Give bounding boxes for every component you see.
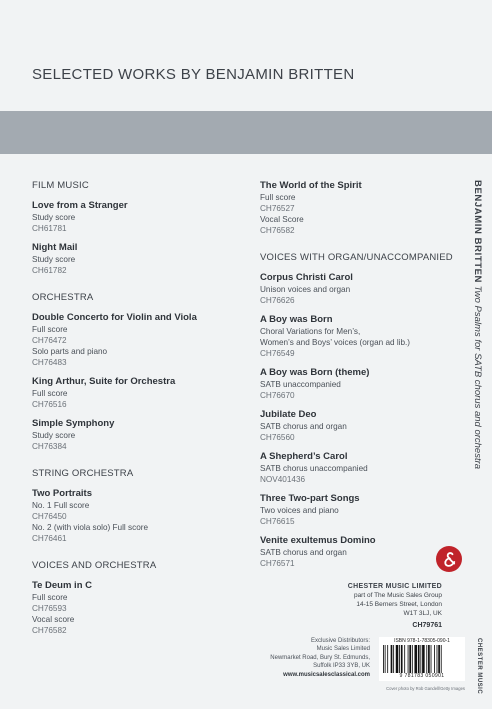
work-entry (260, 272, 475, 306)
edition-description: SATB chorus and organ (260, 548, 347, 557)
edition-description: Full score (32, 593, 68, 602)
barcode-bar (438, 645, 440, 673)
catalogue-code: CH76626 (260, 296, 295, 305)
catalogue-code: CH76582 (260, 226, 295, 235)
catalogue-code: CH76549 (260, 349, 295, 358)
work-title: Corpus Christi Carol (260, 272, 353, 283)
work-entry (32, 312, 242, 368)
page-title: SELECTED WORKS BY BENJAMIN BRITTEN (32, 66, 355, 83)
work-title: A Shepherd’s Carol (260, 451, 348, 462)
edition-description: Solo parts and piano (32, 347, 108, 356)
catalogue-code: CH76527 (260, 204, 295, 213)
edition-description: Choral Variations for Men’s, (260, 327, 361, 336)
work-title: Three Two-part Songs (260, 493, 360, 504)
isbn-label: ISBN 978-1-78305-090-1 (394, 638, 450, 644)
section-heading: STRING ORCHESTRA (32, 468, 134, 479)
publisher-group: part of The Music Sales Group (353, 592, 442, 599)
work-title: Two Portraits (32, 488, 92, 499)
header-band (0, 111, 492, 154)
section-heading: VOICES WITH ORGAN/UNACCOMPANIED (260, 252, 453, 263)
edition-description: No. 2 (with viola solo) Full score (32, 523, 149, 532)
edition-description: No. 1 Full score (32, 501, 90, 510)
barcode-bar (437, 645, 438, 673)
barcode (379, 637, 465, 681)
catalogue-code: CH76516 (32, 400, 67, 409)
distributor-street: Newmarket Road, Bury St. Edmunds, (270, 654, 370, 661)
edition-description: Women’s and Boys’ voices (organ ad lib.) (260, 338, 411, 347)
work-entry (32, 200, 242, 234)
catalogue-code: CH76670 (260, 391, 295, 400)
catalogue-code: CH76593 (32, 604, 67, 613)
barcode-bar (387, 645, 388, 673)
barcode-bar (431, 645, 432, 673)
right-column (260, 180, 475, 577)
barcode-bar (422, 645, 425, 673)
work-entry (260, 180, 475, 236)
section-gap (260, 244, 475, 252)
edition-description: SATB chorus and organ (260, 422, 347, 431)
work-title: The World of the Spirit (260, 180, 362, 191)
edition-description: Full score (32, 389, 68, 398)
catalogue-code: CH61782 (32, 266, 67, 275)
work-entry (260, 367, 475, 401)
edition-description: Vocal Score (260, 215, 304, 224)
edition-description: Full score (32, 325, 68, 334)
barcode-bar (409, 645, 411, 673)
section-gap (32, 460, 242, 468)
work-entry (32, 418, 242, 452)
work-entry (32, 242, 242, 276)
work-title: Night Mail (32, 242, 78, 253)
barcode-bar (399, 645, 400, 673)
publisher-postcode: W1T 3LJ, UK (403, 610, 442, 617)
edition-description: Study score (32, 431, 76, 440)
edition-description: Vocal score (32, 615, 75, 624)
edition-description: SATB chorus unaccompanied (260, 464, 368, 473)
catalogue-code: CH76483 (32, 358, 67, 367)
work-title: Double Concerto for Violin and Viola (32, 312, 197, 323)
work-entry (260, 493, 475, 527)
work-title: Venite exultemus Domino (260, 535, 376, 546)
barcode-bar (401, 645, 403, 673)
catalogue-code: CH76461 (32, 534, 67, 543)
section-heading: FILM MUSIC (32, 180, 89, 191)
distributor-label: Exclusive Distributors: (310, 638, 370, 644)
work-title: Jubilate Deo (260, 409, 317, 420)
publisher-street: 14-15 Berners Street, London (356, 601, 442, 608)
section-gap (32, 552, 242, 560)
catalogue-code: CH76571 (260, 559, 295, 568)
barcode-bar (418, 645, 420, 673)
work-entry (260, 409, 475, 443)
work-title: A Boy was Born (260, 314, 333, 325)
catalogue-code: CH76384 (32, 442, 67, 451)
section-heading: VOICES AND ORCHESTRA (32, 560, 157, 571)
barcode-bar (408, 645, 409, 673)
barcode-bar (426, 645, 427, 673)
spine-composer: BENJAMIN BRITTEN (472, 180, 483, 284)
section-gap (32, 284, 242, 292)
barcode-bar (434, 645, 435, 673)
catalogue-code: CH76615 (260, 517, 295, 526)
chester-music-logo-icon (436, 546, 462, 572)
work-entry (32, 580, 242, 636)
work-title: King Arthur, Suite for Orchestra (32, 376, 176, 387)
barcode-bar (441, 645, 442, 673)
photo-credit: Cover photo by Rob Gandell/Getty Images (386, 686, 465, 691)
catalogue-code: NOV401436 (260, 475, 306, 484)
work-title: Te Deum in C (32, 580, 92, 591)
catalogue-code: CH76450 (32, 512, 67, 521)
edition-description: Full score (260, 193, 296, 202)
publisher-name: CHESTER MUSIC LIMITED (347, 583, 442, 590)
barcode-bar (393, 645, 394, 673)
barcode-bar (396, 645, 399, 673)
catalogue-code: CH61781 (32, 224, 67, 233)
section-heading: ORCHESTRA (32, 292, 94, 303)
edition-description: Two voices and piano (260, 506, 339, 515)
distributor-name: Music Sales Limited (316, 646, 370, 653)
work-entry (32, 376, 242, 410)
edition-description: Study score (32, 255, 76, 264)
barcode-bar (383, 645, 384, 673)
catalogue-code: CH76560 (260, 433, 295, 442)
spine-text (472, 180, 483, 469)
distributor-info (260, 637, 370, 679)
edition-description: Study score (32, 213, 76, 222)
barcode-bar (412, 645, 413, 673)
barcode-bar (420, 645, 421, 673)
barcode-bars (383, 645, 461, 673)
spine-work-title: Two Psalms for SATB chorus and orchestra (472, 285, 483, 470)
barcode-bar (414, 645, 417, 673)
edition-description: Unison voices and organ (260, 285, 351, 294)
spine-publisher: CHESTER MUSIC (476, 638, 482, 695)
catalogue-code: CH76582 (32, 626, 67, 635)
barcode-bar (428, 645, 430, 673)
website-link[interactable]: www.musicsalesclassical.com (283, 671, 370, 678)
publisher-address (270, 582, 442, 618)
catalogue-code: CH76472 (32, 336, 67, 345)
work-entry (32, 488, 242, 544)
distributor-city: Suffolk IP33 3YB, UK (313, 663, 370, 670)
barcode-digits: 9 781783 050901 (399, 673, 445, 679)
barcode-bar (385, 645, 386, 673)
barcode-bar (391, 645, 393, 673)
catalogue-number: CH79761 (412, 622, 442, 629)
barcode-bar (404, 645, 405, 673)
work-title: Simple Symphony (32, 418, 115, 429)
work-title: Love from a Stranger (32, 200, 128, 211)
left-column (32, 180, 242, 644)
work-entry (260, 314, 475, 359)
edition-description: SATB unaccompanied (260, 380, 341, 389)
work-entry (260, 451, 475, 485)
work-title: A Boy was Born (theme) (260, 367, 370, 378)
